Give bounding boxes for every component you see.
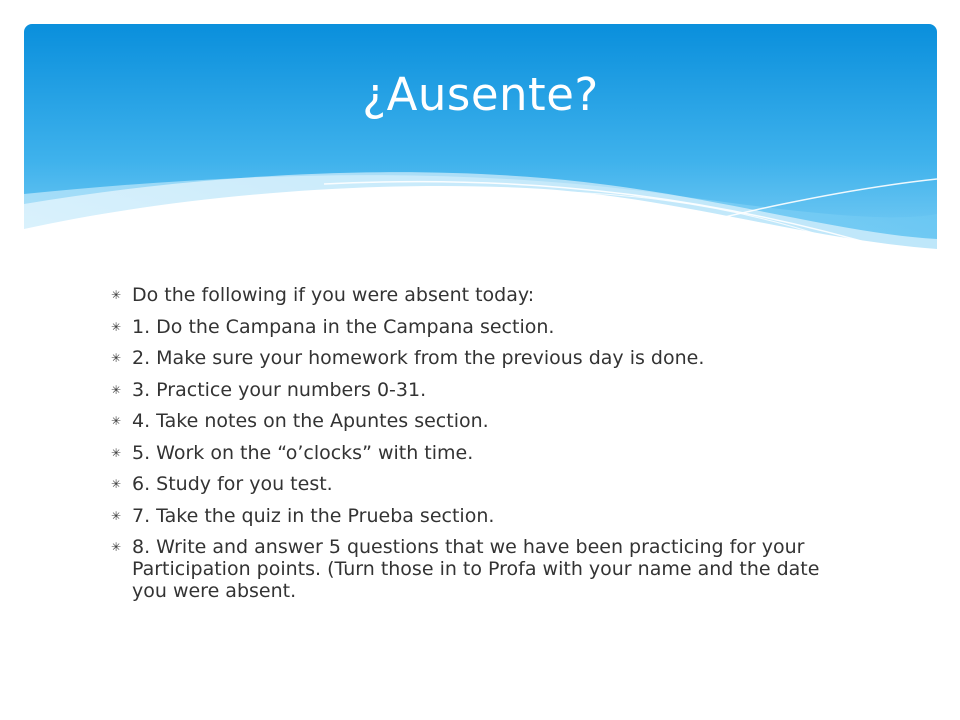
list-item-text: 7. Take the quiz in the Prueba section. bbox=[132, 504, 495, 527]
bullet-list bbox=[112, 284, 852, 612]
asterisk-bullet-icon: ✳ bbox=[111, 540, 122, 554]
list-item bbox=[112, 410, 852, 432]
list-item-text: 8. Write and answer 5 questions that we have been practicing for your Participation points. (Turn those in to Profa with your name and the date you were absent. bbox=[132, 536, 820, 602]
asterisk-bullet-icon: ✳ bbox=[111, 445, 122, 460]
list-item-text: 6. Study for you test. bbox=[132, 473, 333, 495]
list-item-text: 4. Take notes on the Apuntes section. bbox=[132, 410, 489, 432]
slide-title: ¿Ausente? bbox=[362, 68, 599, 121]
asterisk-bullet-icon: ✳ bbox=[111, 382, 122, 397]
list-item-text: 3. Practice your numbers 0-31. bbox=[132, 378, 427, 401]
asterisk-bullet-icon: ✳ bbox=[111, 477, 122, 491]
list-item bbox=[112, 284, 852, 306]
list-item-text: Do the following if you were absent today: bbox=[132, 284, 535, 306]
list-item bbox=[112, 442, 852, 464]
list-item-text: 5. Work on the “o’clocks” with time. bbox=[132, 441, 474, 464]
list-item bbox=[112, 536, 852, 602]
asterisk-bullet-icon: ✳ bbox=[111, 319, 122, 334]
asterisk-bullet-icon: ✳ bbox=[111, 508, 122, 523]
list-item-text: 1. Do the Campana in the Campana section. bbox=[132, 315, 555, 338]
list-item bbox=[112, 505, 852, 527]
asterisk-bullet-icon: ✳ bbox=[111, 288, 122, 302]
asterisk-bullet-icon: ✳ bbox=[111, 351, 122, 365]
list-item bbox=[112, 347, 852, 369]
header-wave-graphic bbox=[24, 24, 937, 274]
header-banner bbox=[24, 24, 937, 274]
list-item-text: 2. Make sure your homework from the previous day is done. bbox=[132, 347, 705, 369]
list-item bbox=[112, 473, 852, 495]
list-item bbox=[112, 379, 852, 401]
asterisk-bullet-icon: ✳ bbox=[111, 414, 122, 428]
list-item bbox=[112, 316, 852, 338]
